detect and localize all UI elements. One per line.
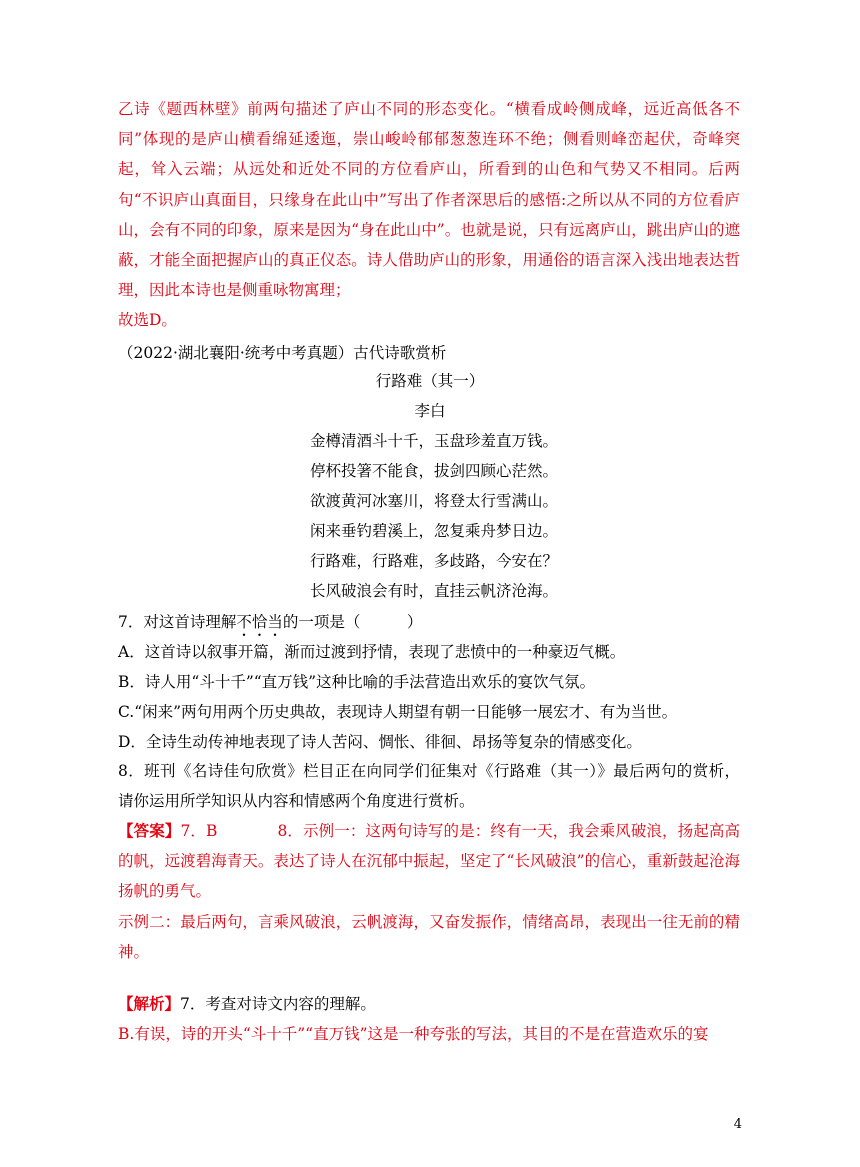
question-header: （2022·湖北襄阳·统考中考真题）古代诗歌赏析 <box>118 344 447 362</box>
answer-example-2: 示例二：最后两句，言乘风破浪，云帆渡海，又奋发振作，情绪高昂，表现出一往无前的精神。 <box>118 912 740 961</box>
answer-main <box>118 816 740 907</box>
option-c: C.“闲来”两句用两个历史典故，表现诗人期望有朝一日能够一展宏才、有为当世。 <box>118 703 678 721</box>
poem-line: 金樽清酒斗十千，玉盘珍羞直万钱。 <box>310 432 559 450</box>
answer-label: 【答案】 <box>118 821 181 840</box>
poem <box>0 366 860 606</box>
analysis-text: 乙诗《题西林壁》前两句描述了庐山不同的形态变化。“横看成岭侧成峰，远近高低各不同”体现的是庐山横看绵延逶迤，崇山峻岭郁郁葱葱连环不绝；侧看则峰峦起伏，奇峰突起，耸入云端；从远处和近处不同的方位看庐山，所看到的山色和气势又不相同。后两句“不识庐山真面目，只缘身在此山中”写出了作者深思后的感悟:之所以从不同的方位看庐山，会有不同的印象，原来是因为“身在此山中”。也就是说，只有远离庐山，跳出庐山的遮蔽，才能全面把握庐山的真正仪态。诗人借助庐山的形象，用通俗的语言深入浅出地表达哲理，因此本诗也是侧重咏物寓理； <box>118 100 740 300</box>
option-a: A．这首诗以叙事开篇，渐而过渡到抒情，表现了悲愤中的一种豪迈气概。 <box>118 643 626 661</box>
analysis-choice: 故选D。 <box>118 311 177 330</box>
poem-line: 闲来垂钓碧溪上，忽复乘舟梦日边。 <box>310 522 559 540</box>
explain-line-2: B.有误，诗的开头“斗十千”“直万钱”这是一种夸张的写法，其目的不是在营造欢乐的宴 <box>118 1025 709 1043</box>
poem-author: 李白 <box>414 402 446 420</box>
emphasis-text: 不恰当 <box>236 613 283 631</box>
poem-line: 行路难，行路难，多歧路，今安在？ <box>310 552 559 570</box>
explain-line-1: 【解析】7．考查对诗文内容的理解。 <box>118 994 376 1013</box>
analysis-paragraph <box>118 94 740 336</box>
question-8 <box>118 756 740 816</box>
poem-line: 长风破浪会有时，直挂云帆济沧海。 <box>310 582 559 600</box>
explain-label: 【解析】 <box>118 994 181 1013</box>
option-d: D．全诗生动传神地表现了诗人苦闷、惆怅、徘徊、昂扬等复杂的情感变化。 <box>118 733 642 751</box>
poem-title: 行路难（其一） <box>375 372 485 390</box>
answer-block <box>118 816 740 967</box>
page-number: 4 <box>733 1117 742 1132</box>
answer-q7: 7．B <box>180 822 218 840</box>
answer-example-1: 8．示例一：这两句诗写的是：终有一天，我会乘风破浪，扬起高高的帆，远渡碧海青天。表达了诗人在沉郁中振起，坚定了“长风破浪”的信心，重新鼓起沧海扬帆的勇气。 <box>118 822 740 901</box>
poem-line: 欲渡黄河冰塞川，将登太行雪满山。 <box>310 492 559 510</box>
option-b: B．诗人用“斗十千”“直万钱”这种比喻的手法营造出欢乐的宴饮气氛。 <box>118 673 596 691</box>
question-8-text: 8．班刊《名诗佳句欣赏》栏目正在向同学们征集对《行路难（其一）》最后两句的赏析，请你运用所学知识从内容和情感两个角度进行赏析。 <box>118 762 740 811</box>
poem-line: 停杯投箸不能食，拔剑四顾心茫然。 <box>310 462 559 480</box>
question-7: 7．对这首诗理解不恰当的一项是（ ） <box>118 613 423 631</box>
